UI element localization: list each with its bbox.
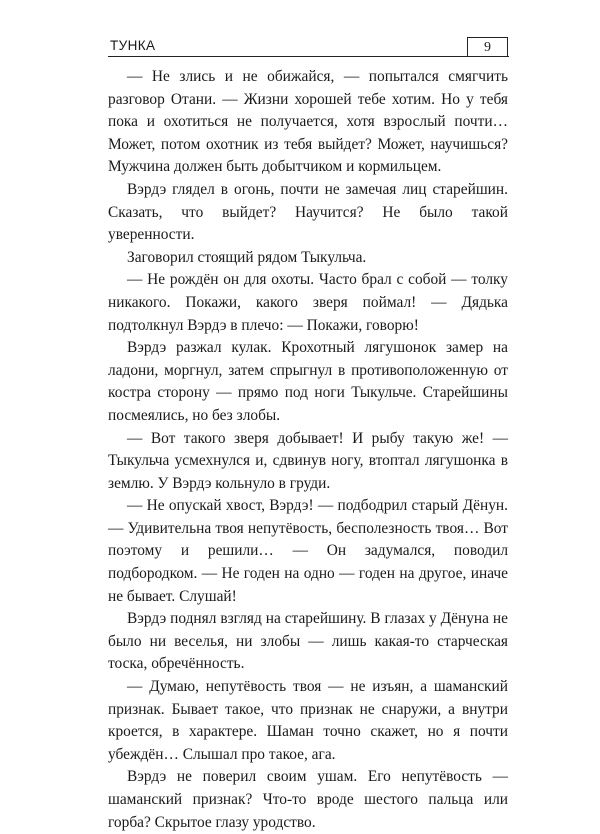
paragraph: — Вот такого зверя добывает! И рыбу такую же! — Тыкульча усмехнулся и, сдвинув ногу, втоптал лягушонка в землю. У Вэрдэ кольнуло в груди. (108, 429, 508, 492)
paragraph: — Не злись и не обижайся, — попытался смягчить разговор Отани. — Жизни хорошей тебе хотим. Но у тебя пока и охотиться не получается, хотя взрослый почти… Может, потом охотник из тебя выйдет? Может, научишься? Мужчина должен быть добытчиком и кормильцем. (108, 68, 508, 176)
paragraph: Вэрдэ глядел в огонь, почти не замечая лиц старейшин. Сказать, что выйдет? Научится? Не было такой уверенности. (108, 180, 508, 244)
paragraph: — Не опускай хвост, Вэрдэ! — подбодрил старый Дёнун. — Удивительна твоя непутёвость, бесполезность твоя… Вот поэтому и решили… — Он задумался, поводил подбородком. — Не годен на одно — годен на другое, иначе не бывает. Слушай! (108, 497, 508, 605)
header-rule (108, 56, 509, 57)
page-number: 9 (467, 37, 508, 57)
paragraph: — Думаю, непутёвость твоя — не изъян, а шаманский признак. Бывает такое, что признак не снаружи, а внутри кроется, в характере. Шаман точно скажет, но я почти убеждён… Слышал про такое, ага. (108, 678, 508, 763)
paragraph: Вэрдэ не поверил своим ушам. Его непутёвость — шаманский признак? Что-то вроде шестого пальца или горба? Скрытое глазу уродство. (108, 768, 508, 831)
body-text (108, 66, 508, 834)
running-title: ТУНКА (110, 38, 156, 53)
paragraph: — Не рождён он для охоты. Часто брал с собой — толку никакого. Покажи, какого зверя поймал! — Дядька подтолкнул Вэрдэ в плечо: — Покажи, говорю! (108, 271, 508, 334)
paragraph: Заговорил стоящий рядом Тыкульча. (127, 248, 367, 266)
paragraph: Вэрдэ разжал кулак. Крохотный лягушонок замер на ладони, моргнул, затем спрыгнул в противоположенную от костра сторону — прямо под ноги Тыкульче. Старейшины посмеялись, но без злобы. (108, 339, 508, 424)
paragraph: Вэрдэ поднял взгляд на старейшину. В глазах у Дёнуна не было ни веселья, ни злобы — лишь какая-то старческая тоска, обречённость. (108, 610, 508, 673)
